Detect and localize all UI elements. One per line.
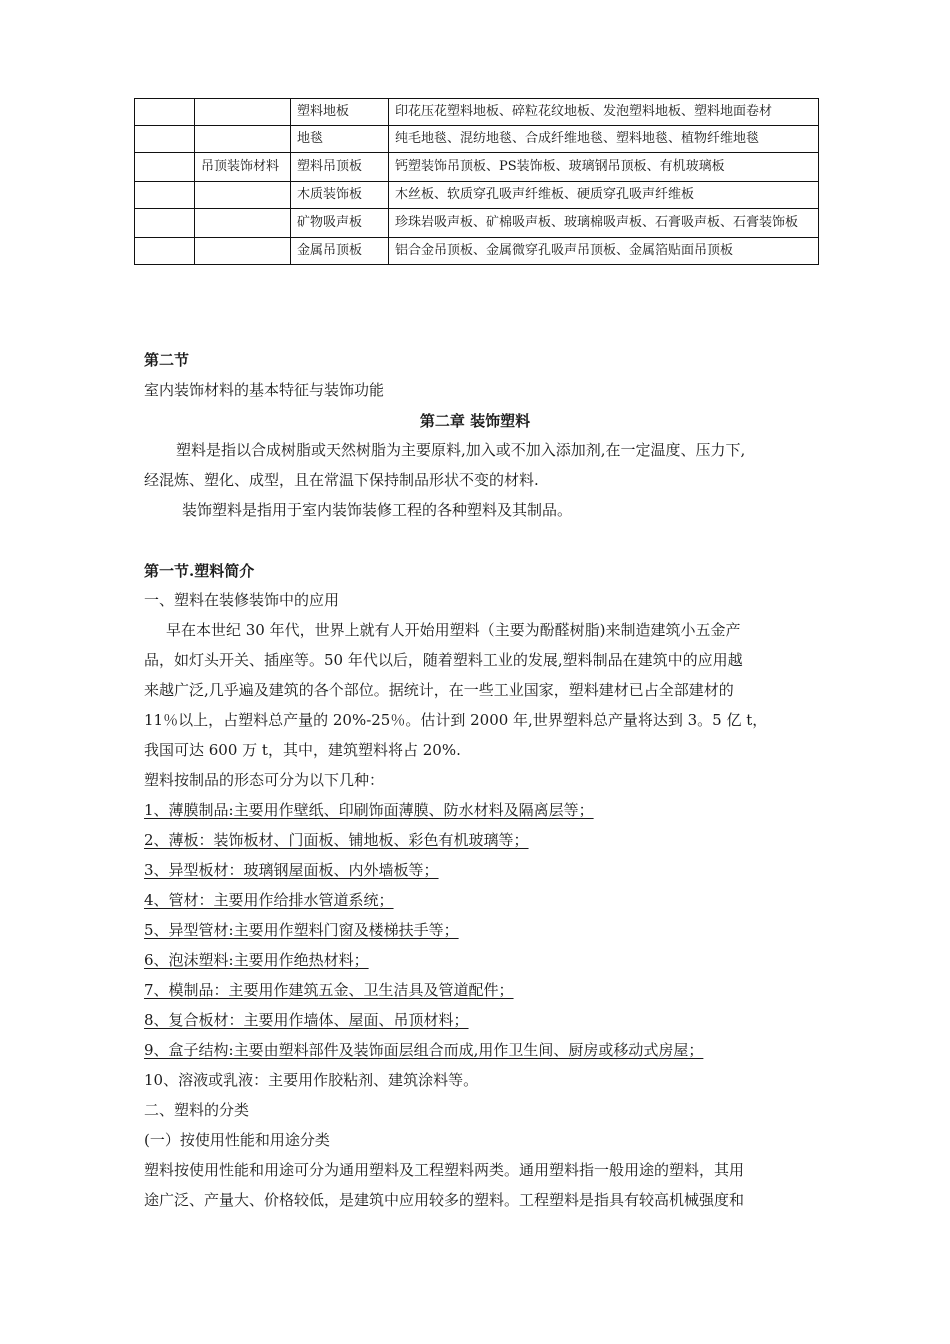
paragraph-line: 早在本世纪 30 年代，世界上就有人开始用塑料（主要为酚醛树脂)来制造建筑小五金产: [166, 621, 741, 639]
list-item: 10、溶液或乳液：主要用作胶粘剂、建筑涂料等。: [144, 1071, 479, 1089]
table-cell: 木质装饰板: [291, 182, 389, 209]
paragraph-line: 11％以上，占塑料总产量的 20%-25％。估计到 2000 年,世界塑料总产量将达到 3。5 亿 t，: [144, 711, 768, 729]
table-cell: 铝合金吊顶板、金属微穿孔吸声吊顶板、金属箔贴面吊顶板: [389, 238, 819, 265]
subsection-heading: (一）按使用性能和用途分类: [144, 1131, 330, 1149]
list-item: 9、盒子结构:主要由塑料部件及装饰面层组合而成,用作卫生间、厨房或移动式房屋；: [144, 1041, 704, 1059]
table-cell: 矿物吸声板: [291, 209, 389, 238]
section-subtitle: 室内装饰材料的基本特征与装饰功能: [144, 381, 385, 399]
list-item: 3、异型板材：玻璃钢屋面板、内外墙板等；: [144, 861, 439, 879]
table-cell: [195, 126, 291, 153]
table-row: [135, 99, 819, 126]
table-row: [135, 238, 819, 265]
paragraph-line: 塑料按使用性能和用途可分为通用塑料及工程塑料两类。通用塑料指一般用途的塑料，其用: [144, 1161, 745, 1179]
paragraph-line: 品，如灯头开关、插座等。50 年代以后，随着塑料工业的发展,塑料制品在建筑中的应用越: [144, 651, 743, 669]
table-cell: [195, 99, 291, 126]
table-cell: 珍珠岩吸声板、矿棉吸声板、玻璃棉吸声板、石膏吸声板、石膏装饰板: [389, 209, 819, 238]
table-cell: [135, 99, 195, 126]
table-cell: [195, 209, 291, 238]
table-cell: [135, 126, 195, 153]
table-row: [135, 153, 819, 182]
paragraph-line: 装饰塑料是指用于室内装饰装修工程的各种塑料及其制品。: [182, 501, 573, 519]
list-item: 8、复合板材：主要用作墙体、屋面、吊顶材料；: [144, 1011, 469, 1029]
chapter-title: 第二章 装饰塑料: [419, 412, 531, 430]
section-heading: 第一节.塑料简介: [144, 562, 255, 580]
table-cell: 金属吊顶板: [291, 238, 389, 265]
paragraph-line: 塑料按制品的形态可分为以下几种：: [144, 771, 385, 789]
table-row: [135, 209, 819, 238]
table-row: [135, 126, 819, 153]
list-item: 1、薄膜制品:主要用作壁纸、印刷饰面薄膜、防水材料及隔离层等；: [144, 801, 594, 819]
table-cell: 印花压花塑料地板、碎粒花纹地板、发泡塑料地板、塑料地面卷材: [389, 99, 819, 126]
subsection-heading: 一、塑料在装修装饰中的应用: [144, 591, 340, 609]
table-row: [135, 182, 819, 209]
list-item: 2、薄板：装饰板材、门面板、铺地板、彩色有机玻璃等；: [144, 831, 529, 849]
list-item: 6、泡沫塑料:主要用作绝热材料；: [144, 951, 369, 969]
table-cell: 吊顶装饰材料: [195, 153, 291, 182]
materials-table: [134, 98, 819, 265]
paragraph-line: 我国可达 600 万 t，其中，建筑塑料将占 20%.: [144, 741, 461, 759]
list-item: 7、模制品：主要用作建筑五金、卫生洁具及管道配件；: [144, 981, 514, 999]
paragraph-line: 来越广泛,几乎遍及建筑的各个部位。据统计，在一些工业国家，塑料建材已占全部建材的: [144, 681, 734, 699]
paragraph-line: 途广泛、产量大、价格较低，是建筑中应用较多的塑料。工程塑料是指具有较高机械强度和: [144, 1191, 745, 1209]
list-item: 5、异型管材:主要用作塑料门窗及楼梯扶手等；: [144, 921, 459, 939]
table-cell: [135, 182, 195, 209]
table-cell: [195, 238, 291, 265]
table-cell: 纯毛地毯、混纺地毯、合成纤维地毯、塑料地毯、植物纤维地毯: [389, 126, 819, 153]
table-cell: [135, 209, 195, 238]
subsection-heading: 二、塑料的分类: [144, 1101, 250, 1119]
table-cell: 木丝板、软质穿孔吸声纤维板、硬质穿孔吸声纤维板: [389, 182, 819, 209]
table-cell: [135, 153, 195, 182]
paragraph-line: 塑料是指以合成树脂或天然树脂为主要原料,加入或不加入添加剂,在一定温度、压力下,: [176, 441, 746, 459]
table-cell: [195, 182, 291, 209]
paragraph-line: 经混炼、塑化、成型，且在常温下保持制品形状不变的材料.: [144, 471, 539, 489]
table-cell: 塑料地板: [291, 99, 389, 126]
section-heading: 第二节: [144, 351, 190, 369]
table-cell: 塑料吊顶板: [291, 153, 389, 182]
table-cell: 钙塑装饰吊顶板、PS装饰板、玻璃钢吊顶板、有机玻璃板: [389, 153, 819, 182]
table-cell: [135, 238, 195, 265]
table-cell: 地毯: [291, 126, 389, 153]
list-item: 4、管材：主要用作给排水管道系统；: [144, 891, 394, 909]
